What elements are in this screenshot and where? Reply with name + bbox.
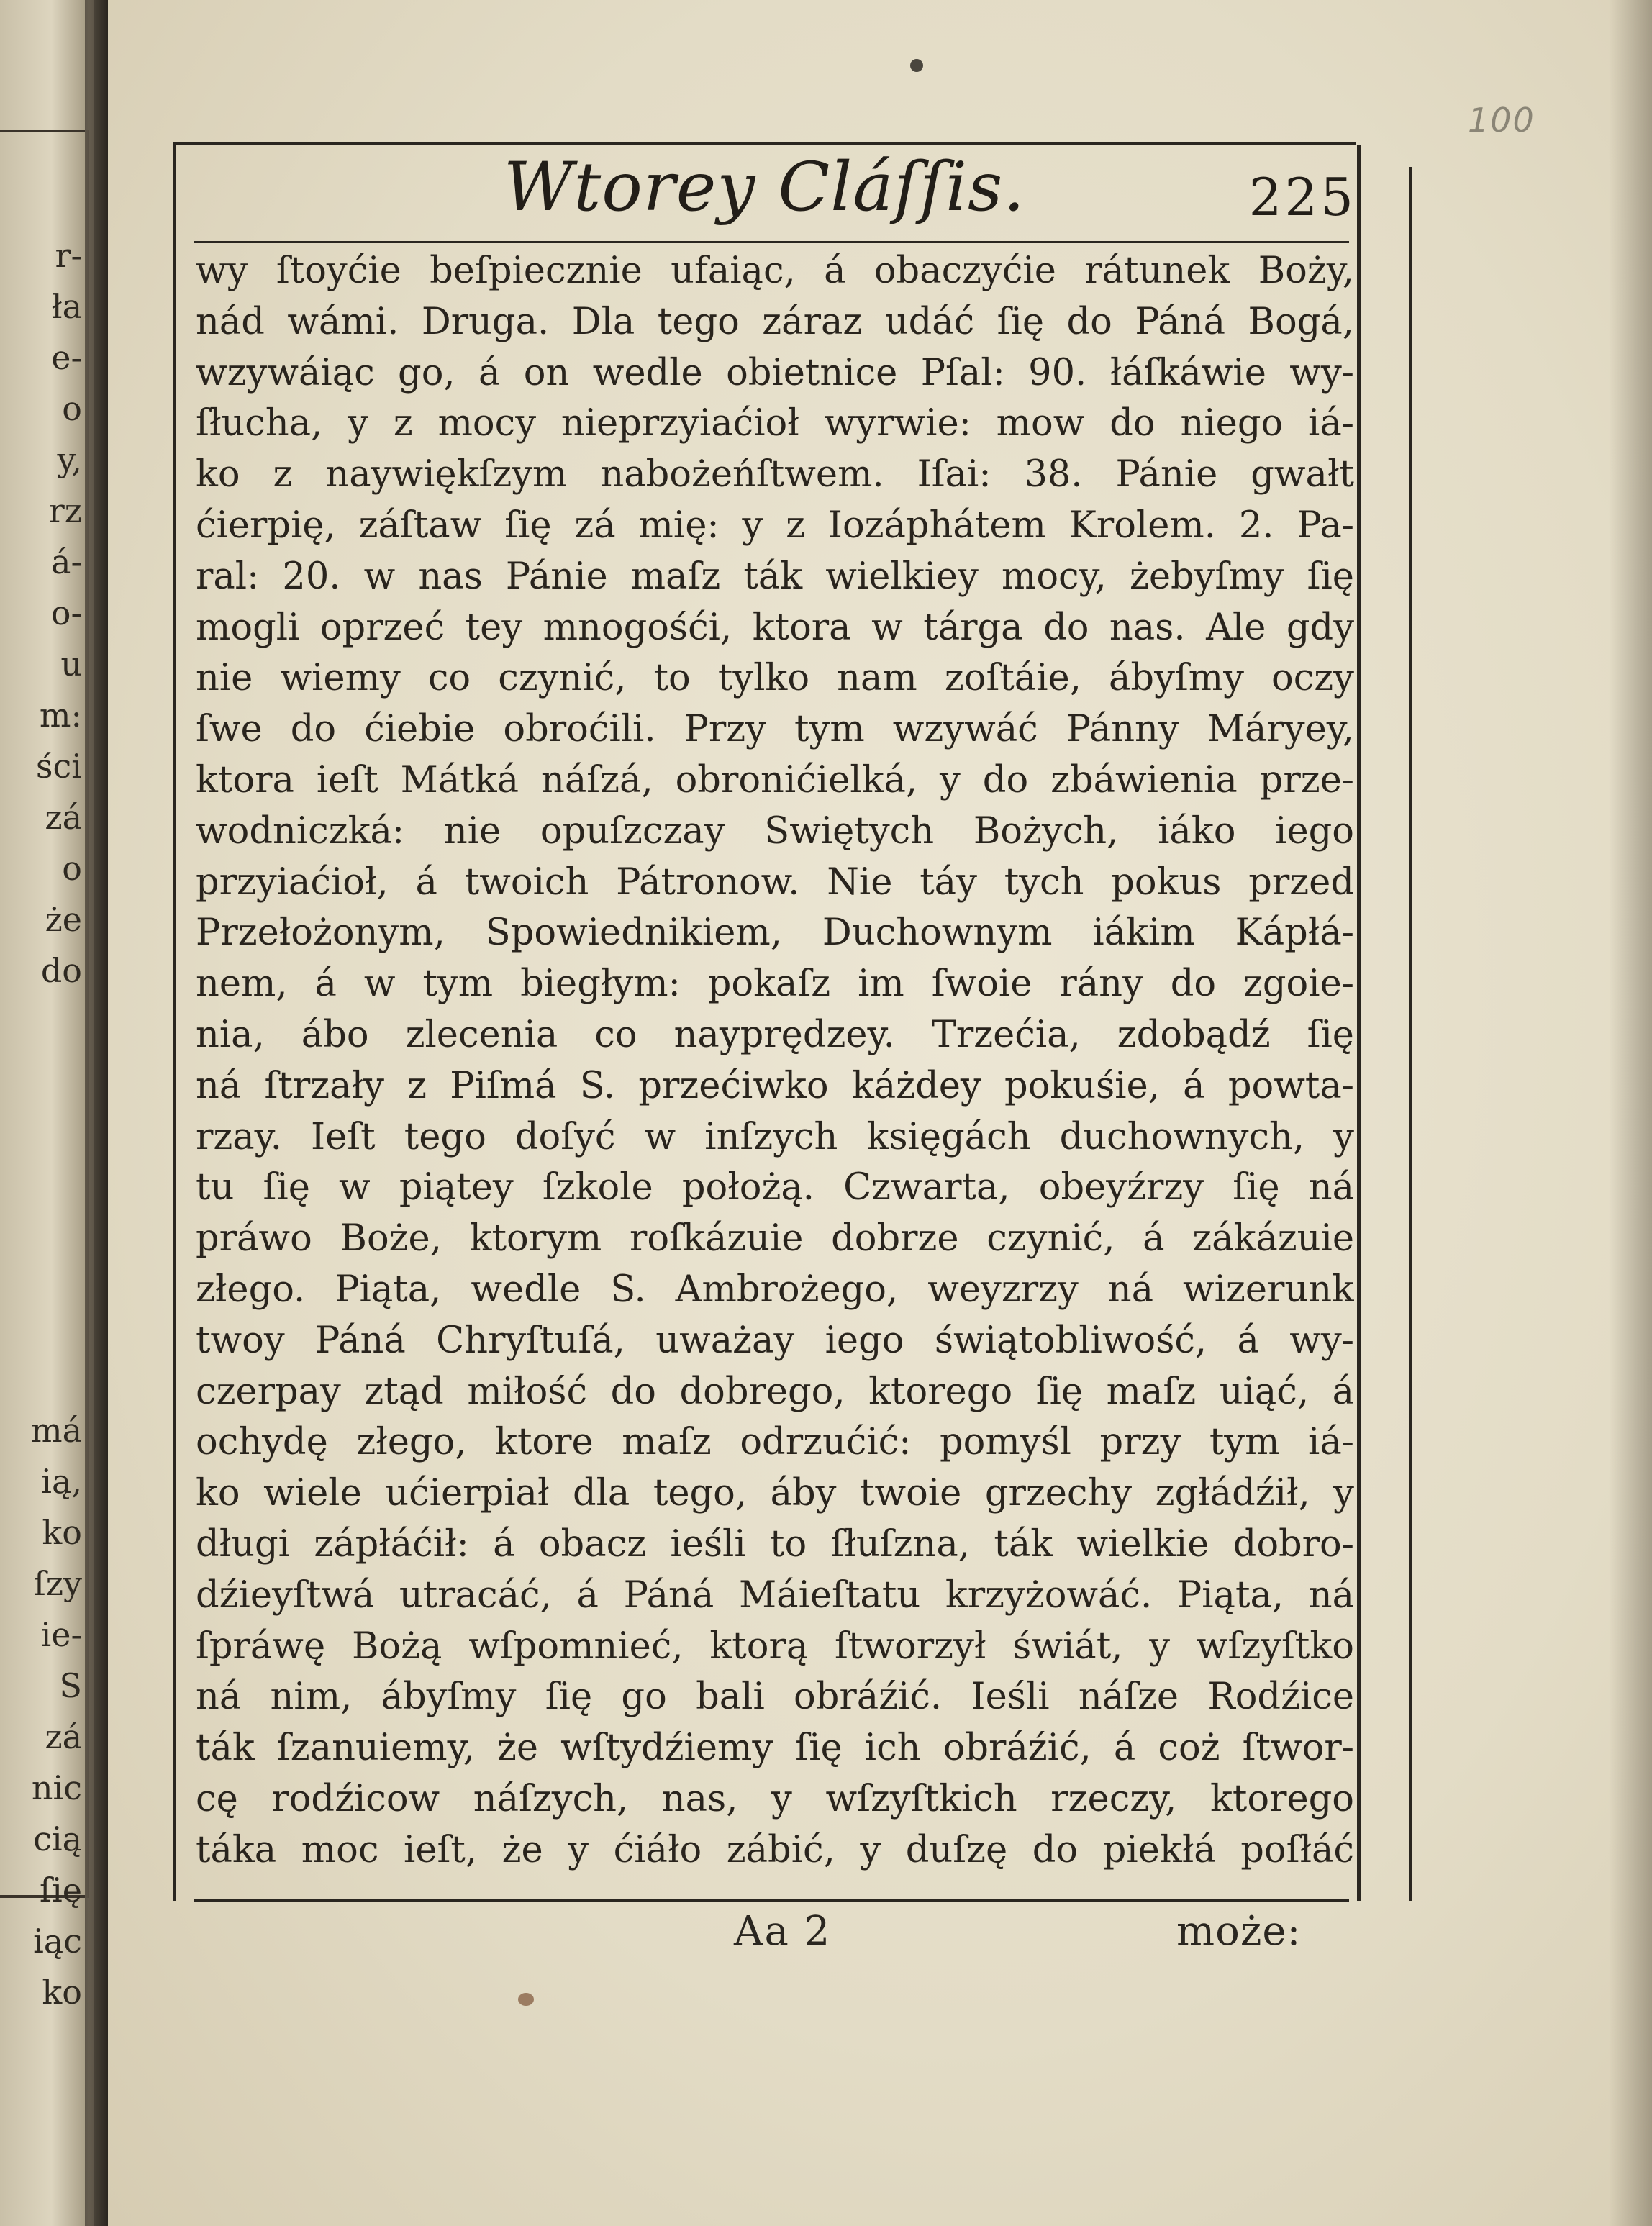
facing-page-fragment [3, 1252, 82, 1303]
facing-page-fragment: ko [42, 1513, 82, 1552]
text-line: ktora ieſt Mátká náſzá, obronićielká, y do zbáwienia prze- [196, 758, 1354, 801]
text-line: ná nim, ábyſmy ſię go bali obráźić. Ieśli náſze Rodźice [196, 1676, 1354, 1719]
facing-page-fragment: ła [51, 287, 82, 326]
text-line: twoy Páná Chryſtuſá, uważay iego świątobliwość, á wy- [196, 1319, 1354, 1362]
text-line: dźieyſtwá utracáć, á Páná Máieſtatu krzyżowáć. Piąta, ná [196, 1573, 1354, 1617]
facing-page-edge [0, 0, 94, 2226]
text-line: ćierpię, záſtaw ſię zá mię: y z Iozáphátem Krolem. 2. Pa- [196, 504, 1354, 547]
text-line: cę rodźicow náſzych, nas, y wſzyſtkich rzeczy, ktorego [196, 1777, 1354, 1820]
facing-page-fragment: o [62, 389, 82, 428]
facing-page-fragment: ią, [41, 1462, 82, 1501]
page-header [173, 145, 1356, 242]
facing-page-fragment: iąc [33, 1922, 82, 1961]
text-line: długi zápłáćił: á obacz ieśli to ſłuſzna, ták wielkie dobro- [196, 1522, 1354, 1566]
facing-page-fragment [3, 1354, 82, 1405]
frame-outer-rule [1409, 167, 1412, 1901]
text-line: ko z naywiękſzym nabożeńſtwem. Iſai: 38. Pánie gwałt [196, 453, 1354, 496]
footer-rule [194, 1899, 1349, 1902]
facing-page-fragment: y, [57, 440, 82, 479]
paper-stain [518, 1993, 534, 2006]
text-line: złego. Piąta, wedle S. Ambrożego, weyzrzy ná wizerunk [196, 1268, 1354, 1311]
page-number: 225 [1248, 167, 1356, 227]
text-line: czerpay ztąd miłość do dobrego, ktorego ſię maſz uiąć, á [196, 1370, 1354, 1413]
facing-page-fragment: zá [45, 798, 82, 837]
facing-page-fragment: má [30, 1411, 82, 1450]
facing-page-fragment: ie- [40, 1615, 82, 1654]
facing-page-fragment: ſzy [33, 1564, 82, 1603]
text-line: ochydę złego, ktore maſz odrzućić: pomyśl przy tym iá- [196, 1421, 1354, 1464]
facing-page-text-fragments [3, 230, 82, 2018]
facing-page-fragment: do [40, 951, 82, 990]
text-line: tu ſię w piątey ſzkole położą. Czwarta, obeyźrzy ſię ná [196, 1166, 1354, 1209]
text-line: ná ſtrzały z Piſmá S. przećiwko káżdey pokuśie, á powta- [196, 1064, 1354, 1107]
ink-dot [910, 59, 923, 72]
facing-page-fragment [3, 1150, 82, 1201]
text-line: wzywáiąc go, á on wedle obietnice Pſal: 90. łáſkáwie wy- [196, 351, 1354, 394]
text-frame [173, 142, 1356, 1901]
facing-page-fragment: m: [39, 696, 82, 735]
facing-page-fragment: rz [48, 491, 82, 530]
facing-page-fragment [3, 1099, 82, 1150]
facing-page-fragment: że [45, 900, 82, 939]
facing-page-fragment: ko [42, 1973, 82, 2012]
text-line: ſwe do ćiebie obroćili. Przy tym wzywáć Pánny Máryey, [196, 708, 1354, 751]
facing-page-fragment: ści [35, 747, 82, 786]
facing-page-fragment: o- [50, 594, 82, 632]
facing-page-fragment: zá [45, 1717, 82, 1756]
text-line: ſłucha, y z mocy nieprzyiaćioł wyrwie: mow do niego iá- [196, 402, 1354, 445]
facing-page-fragment: cią [33, 1820, 82, 1858]
pencil-annotation: 100 [1468, 101, 1535, 140]
facing-page-fragment: u [60, 645, 82, 683]
text-line: ral: 20. w nas Pánie maſz ták wielkiey mocy, żebyſmy ſię [196, 555, 1354, 598]
facing-page-fragment: nic [31, 1768, 82, 1807]
facing-page-fragment [3, 1048, 82, 1099]
facing-page-fragment: o [62, 849, 82, 888]
text-line: nia, ábo zlecenia co nayprędzey. Trzećia, zdobądź ſię [196, 1013, 1354, 1056]
text-line: ko wiele ućierpiał dla tego, áby twoie grzechy zgłádźił, y [196, 1472, 1354, 1515]
text-line: nie wiemy co czynić, to tylko nam zoſtáie, ábyſmy oczy [196, 657, 1354, 700]
facing-page-fragment [3, 996, 82, 1048]
book-page [108, 0, 1652, 2226]
text-line: Przełożonym, Spowiednikiem, Duchownym iákim Kápłá- [196, 912, 1354, 955]
facing-page-fragment [3, 1201, 82, 1252]
text-line: wodniczká: nie opuſzczay Swiętych Bożych, iáko iego [196, 809, 1354, 853]
text-line: ſpráwę Bożą wſpomnieć, ktorą ſtworzył świát, y wſzyſtko [196, 1625, 1354, 1668]
text-line: nád wámi. Druga. Dla tego záraz udáć ſię do Páná Bogá, [196, 300, 1354, 343]
facing-page-fragment: á- [51, 542, 82, 581]
signature-mark: Aa 2 [734, 1908, 832, 1955]
running-head: Wtorey Cláſſis. [503, 148, 1026, 227]
facing-page-fragment: e- [51, 338, 82, 377]
frame-left-rule [173, 145, 176, 1901]
frame-right-rule [1357, 145, 1361, 1901]
text-line: rzay. Ieſt tego doſyć w inſzych księgách duchownych, y [196, 1115, 1354, 1158]
text-line: przyiaćioł, á twoich Pátronow. Nie táy tych pokus przed [196, 860, 1354, 904]
header-rule [194, 241, 1349, 243]
facing-page-fragment: S [59, 1666, 82, 1705]
text-line: ták ſzanuiemy, że wſtydźiemy ſię ich obráźić, á coż ſtwor- [196, 1727, 1354, 1770]
text-line: mogli oprzeć tey mnogośći, ktora w tárga do nas. Ale gdy [196, 606, 1354, 649]
facing-page-fragment [3, 1303, 82, 1354]
text-line: wy ſtoyćie beſpiecznie ufaiąc, á obaczyćie rátunek Boży, [196, 250, 1354, 292]
body-text [196, 246, 1354, 1876]
facing-page-fragment: ſię [40, 1871, 82, 1909]
text-line: nem, á w tym biegłym: pokaſz im ſwoie rány do zgoie- [196, 963, 1354, 1006]
text-line: práwo Boże, ktorym roſkázuie dobrze czynić, á zákázuie [196, 1217, 1354, 1260]
catchword: może: [1176, 1908, 1302, 1955]
facing-page-fragment: r- [55, 236, 82, 275]
text-line: táka moc ieſt, że y ćiáło zábić, y duſzę do piekłá poſłáć [196, 1828, 1354, 1871]
